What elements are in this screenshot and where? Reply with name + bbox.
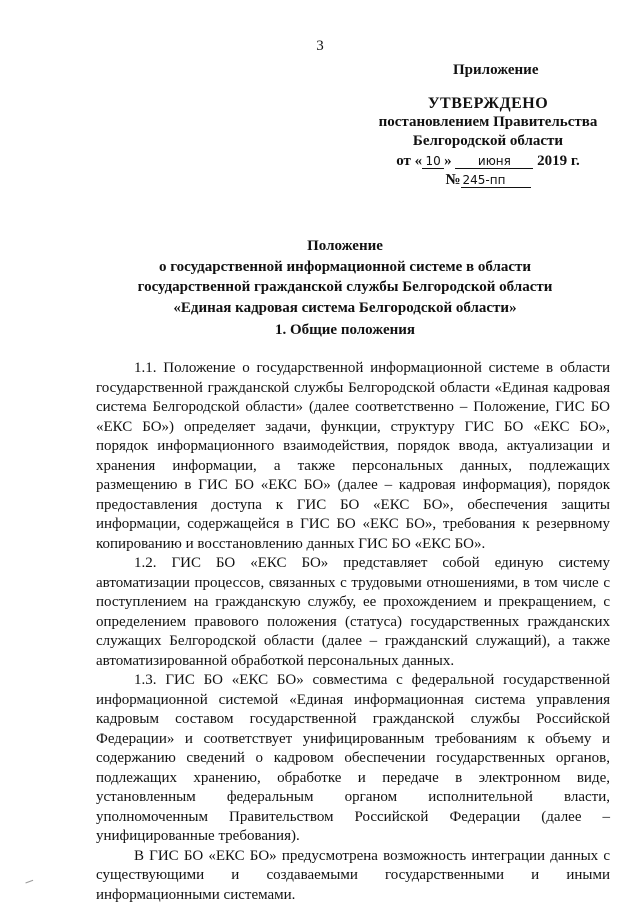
number-prefix: № [445, 172, 461, 188]
document-number: 245-пп [461, 173, 531, 188]
title-line-3: государственной гражданской службы Белгородской области [137, 279, 553, 295]
paragraph-1-1: 1.1. Положение о государственной информационной системе в области государственной гражданской службы Белгородской области «Единая кадровая система Белгородской области» (далее соответственно – Положение, ГИС БО «ЕКС БО») определяет задачи, функции, структуру ГИС БО «ЕКС БО», порядок информационного взаимодействия, порядок ввода, актуализации и хранения информации, а также персональных данных, подлежащих размещению в ГИС БО «ЕКС БО» (далее – кадровая информация), порядок предоставления доступа к ГИС БО «ЕКС БО», обеспечения защиты информации, содержащейся в ГИС БО «ЕКС БО», требования к резервному копированию и восстановлению данных ГИС БО «ЕКС БО». [96, 360, 610, 552]
approval-line-2: Белгородской области [412, 133, 564, 149]
title-line-4: «Единая кадровая система Белгородской области» [173, 299, 517, 316]
approval-stamp: УТВЕРЖДЕНО [427, 95, 549, 112]
date-year: 2019 г. [537, 153, 580, 169]
date-prefix: от « [396, 153, 423, 169]
date-month: июня [455, 154, 533, 169]
approval-number [368, 171, 608, 190]
page-number: 3 [316, 38, 324, 54]
approval-line-1: постановлением Правительства [378, 114, 598, 130]
title-line-2: о государственной информационной системе в области [158, 258, 532, 275]
date-mid: » [444, 153, 452, 169]
title-line-1: Положение [307, 238, 383, 254]
appendix-label: Приложение [453, 62, 539, 78]
document-title [80, 236, 610, 318]
body-text [96, 359, 610, 905]
paragraph-integration: В ГИС БО «ЕКС БО» предусмотрена возможность интеграции данных с существующими и создаваемыми государственными и иными информационными системами. [96, 847, 610, 903]
section-heading: 1. Общие положения [274, 322, 416, 338]
paragraph-1-2: 1.2. ГИС БО «ЕКС БО» представляет собой единую систему автоматизации процессов, связанных с трудовыми отношениями, в том числе с поступлением на гражданскую службу, ее прохождением и прекращением, с определением правового положения (статуса) государственных гражданских служащих Белгородской области (далее – гражданский служащий), а также автоматизированной обработкой персональных данных. [96, 555, 610, 669]
scan-mark [25, 880, 34, 887]
paragraph-1-3: 1.3. ГИС БО «ЕКС БО» совместима с федеральной государственной информационной системой «Единая информационная система управления кадровым составом государственной гражданской службы Российской Федерации» и соответствует унифицированным требованиям к объему и содержанию сведений о кадровом обеспечении государственных органов, подлежащих хранению, обработке и передаче в электронном виде, установленным федеральным органом исполнительной власти, уполномоченным Правительством Российской Федерации (далее – унифицированные требования). [96, 672, 610, 844]
date-day: 10 [422, 154, 444, 169]
approval-date [368, 152, 608, 171]
approval-block [368, 94, 608, 190]
